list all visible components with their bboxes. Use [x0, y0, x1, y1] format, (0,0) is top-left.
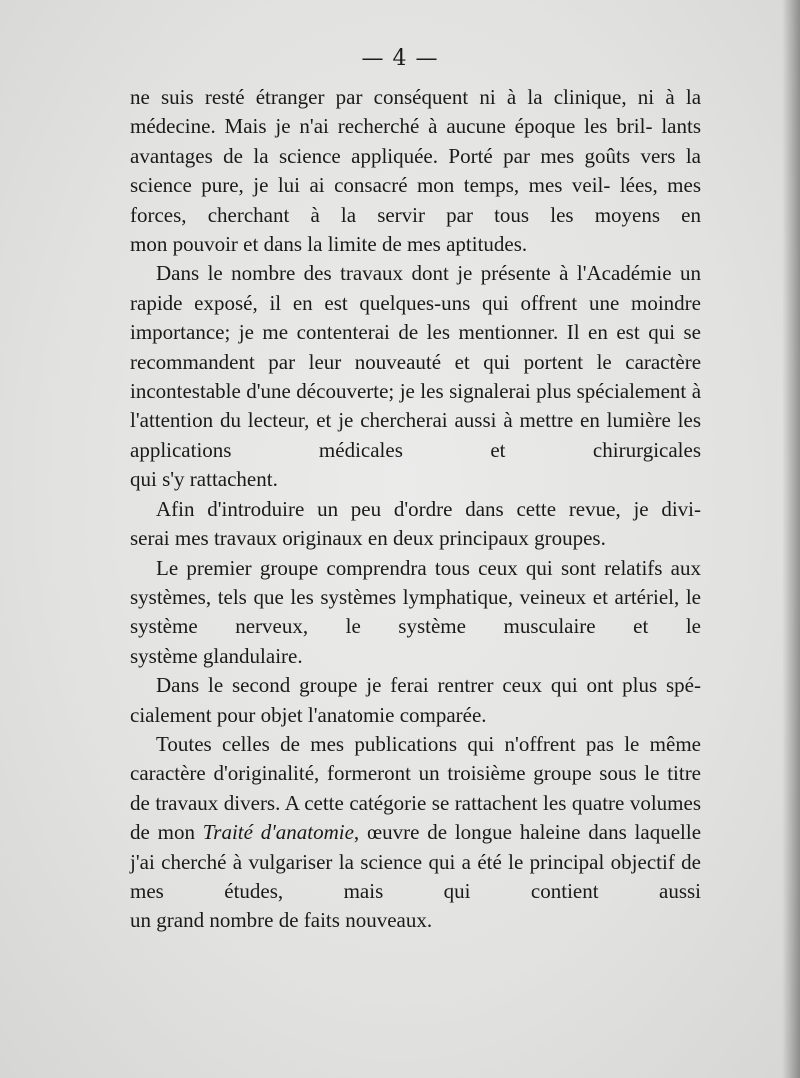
paragraph-2 — [130, 259, 701, 465]
line: un rapide exposé, il en est quelques-uns qui offrent une moindre — [130, 261, 701, 315]
line: titre de travaux divers. A cette catégorie se rattachent les — [130, 761, 702, 815]
line: Le premier groupe comprendra tous ceux qui sont relatifs — [156, 555, 663, 580]
line: caractère d'originalité, formeront un troisième groupe sous le — [130, 761, 660, 786]
line: mettre en lumière les applications médicales et chirurgicales — [130, 408, 701, 462]
paragraph-5 — [130, 671, 701, 700]
line: qui s'y rattachent. — [130, 467, 278, 492]
line: cialement pour objet l'anatomie comparée. — [130, 702, 487, 727]
line: lants avantages de la science appliquée. Porté par mes goûts — [130, 114, 702, 168]
line: importance; je me contenterai de les mentionner. Il en est — [130, 320, 640, 345]
paragraph-1 — [130, 83, 701, 230]
line: lées, mes forces, cherchant à la servir par tous les moyens en — [130, 173, 702, 227]
paragraph-3-end — [130, 524, 701, 553]
line: Toutes celles de mes publications qui n'offrent pas le même — [156, 731, 701, 756]
paragraph-6-end — [130, 906, 701, 935]
paragraph-6 — [130, 730, 701, 906]
line: mon pouvoir et dans la limite de mes aptitudes. — [130, 232, 528, 257]
paragraph-2-end — [130, 465, 701, 494]
page-edge-shadow — [782, 0, 800, 1078]
line: vers la science pure, je lui ai consacré mon temps, mes veil- — [130, 143, 702, 198]
line: Dans le nombre des travaux dont je présente à l'Académie — [156, 261, 672, 286]
line: la médecine. Mais je n'ai recherché à aucune époque les bril- — [130, 85, 702, 139]
paragraph-1-end — [130, 230, 701, 259]
line-segment: , œuvre de longue — [353, 820, 513, 845]
line-segment: quatre volumes de mon — [130, 790, 702, 845]
line: serai mes travaux originaux en deux principaux groupes. — [130, 526, 606, 551]
page-number: — 4 — — [361, 46, 439, 71]
line: haleine dans laquelle j'ai cherché à vulgariser la science qui a — [130, 820, 702, 874]
line: spécialement à l'attention du lecteur, et je chercherai aussi à — [130, 379, 702, 433]
paragraph-4 — [130, 554, 701, 642]
paragraph-3 — [130, 495, 701, 524]
book-title: Traité d'anatomie — [202, 820, 354, 845]
line: système glandulaire. — [130, 643, 303, 668]
line: ne suis resté étranger par conséquent ni à la clinique, ni à — [130, 85, 675, 109]
body-text — [130, 83, 701, 936]
line: aux systèmes, tels que les systèmes lymphatique, veineux et — [130, 555, 701, 609]
line: Dans le second groupe je ferai rentrer ceux qui ont plus spé- — [156, 673, 701, 698]
line: été le principal objectif de mes études, mais qui contient aussi — [130, 849, 701, 903]
line: un grand nombre de faits nouveaux. — [130, 908, 433, 933]
line: artériel, le système nerveux, le système musculaire et le — [130, 584, 702, 639]
paragraph-4-end — [130, 642, 701, 671]
paragraph-5-end — [130, 701, 701, 730]
line: Afin d'introduire un peu d'ordre dans cette revue, je divi- — [156, 496, 701, 521]
line: caractère incontestable d'une découverte; je les signalerai plus — [130, 349, 702, 404]
line: qui se recommandent par leur nouveauté et qui portent le — [130, 320, 702, 374]
